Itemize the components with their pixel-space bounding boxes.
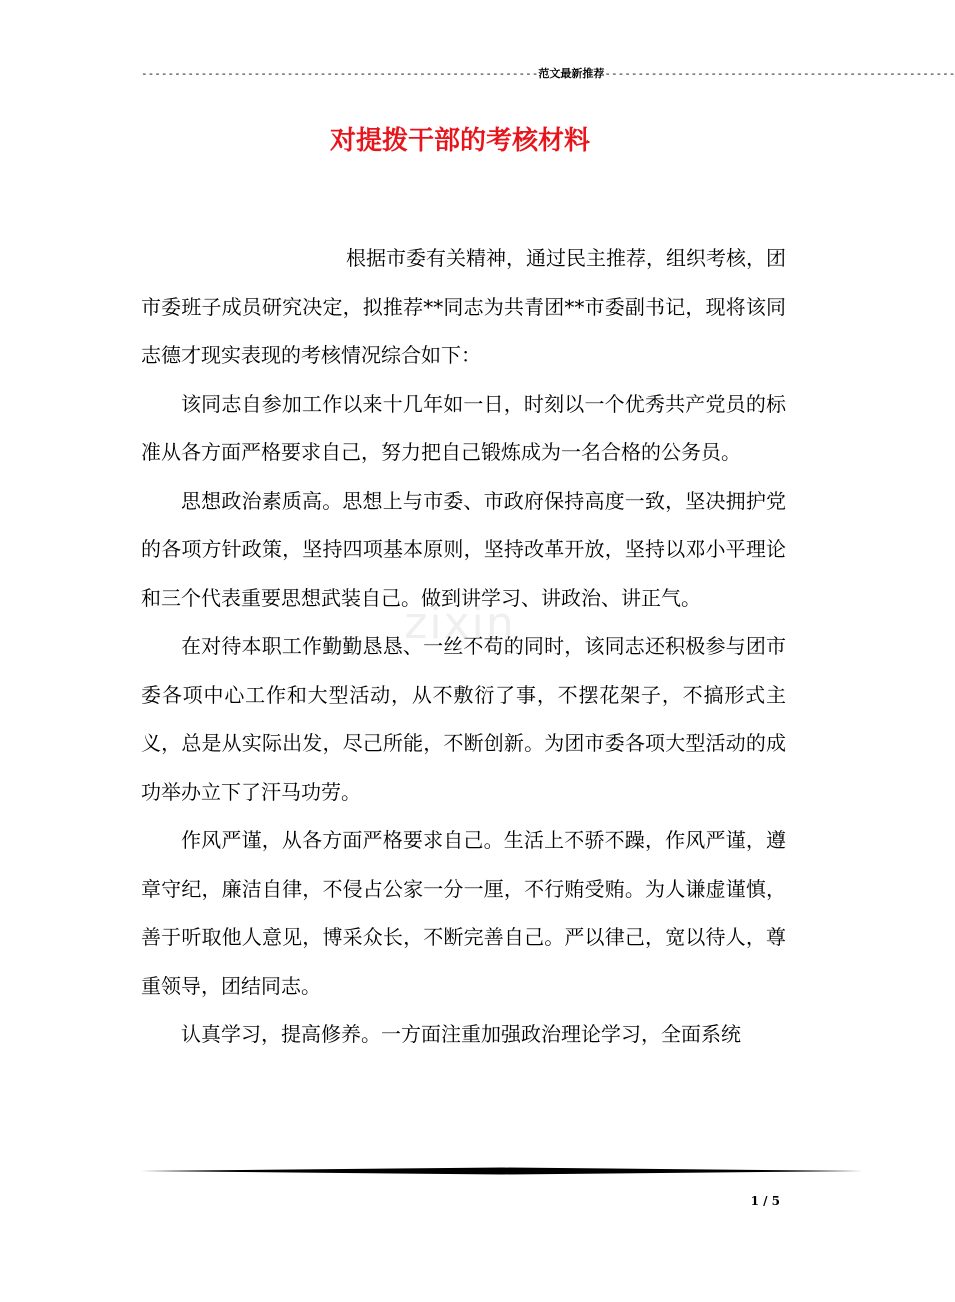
paragraph-political: 思想政治素质高。思想上与市委、市政府保持高度一致，坚决拥护党的各项方针政策，坚持四项基本原则，坚持改革开放，坚持以邓小平理论和三个代表重要思想武装自己。做到讲学习、讲政治、讲正气。: [141, 488, 786, 610]
header-label: 范文最新推荐: [538, 67, 605, 80]
header-dashes-right: -----------------------------------------------------: [604, 67, 955, 80]
page-header: [141, 66, 955, 82]
paragraph-service: 该同志自参加工作以来十几年如一日，时刻以一个优秀共产党员的标准从各方面严格要求自己，努力把自己锻炼成为一名合格的公务员。: [141, 391, 786, 464]
paragraph-intro: 根据市委有关精神，通过民主推荐，组织考核，团市委班子成员研究决定，拟推荐**同志为共青团**市委副书记，现将该同志德才现实表现的考核情况综合如下：: [141, 246, 786, 367]
paragraph-work: 在对待本职工作勤勤恳恳、一丝不苟的同时，该同志还积极参与团市委各项中心工作和大型活动，从不敷衍了事，不摆花架子，不搞形式主义，总是从实际出发，尽己所能，不断创新。为团市委各项大型活动的成功举办立下了汗马功劳。: [141, 634, 786, 804]
header-dashes-left: ------------------------------------------------------------: [141, 67, 539, 80]
watermark: zixin: [404, 598, 516, 649]
footer-rule: [141, 1166, 863, 1176]
document-title: 对提拨干部的考核材料: [329, 126, 590, 156]
document-body: [141, 234, 786, 1059]
paragraph-conduct: 作风严谨，从各方面严格要求自己。生活上不骄不躁，作风严谨，遵章守纪，廉洁自律，不侵占公家一分一厘，不行贿受贿。为人谦虚谨慎，善于听取他人意见，博采众长，不断完善自己。严以律己，宽以待人，尊重领导，团结同志。: [141, 828, 786, 998]
page-number: 1 / 5: [750, 1194, 780, 1208]
paragraph-study: 认真学习，提高修养。一方面注重加强政治理论学习，全面系统: [181, 1022, 741, 1046]
